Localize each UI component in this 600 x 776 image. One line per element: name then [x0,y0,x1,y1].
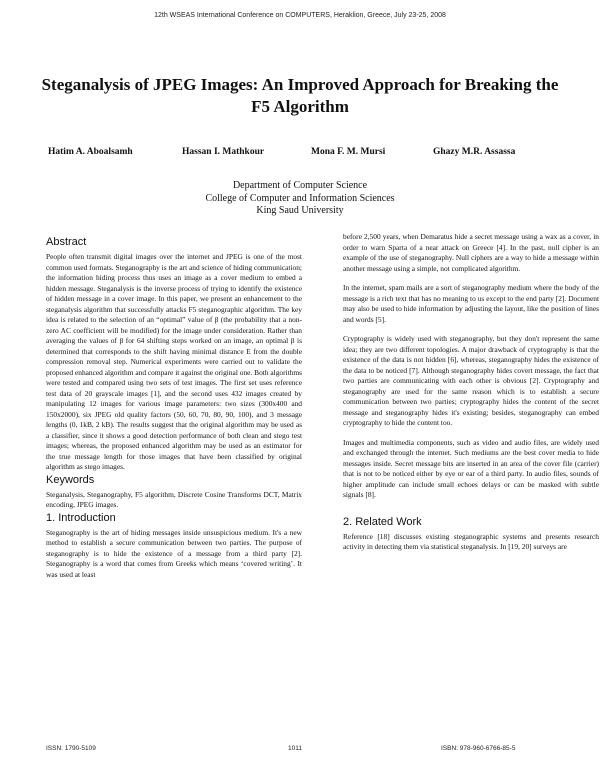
affiliation-university: King Saud University [256,205,344,216]
author-name: Hatim A. Aboalsamh [48,147,133,157]
author-list [48,147,568,161]
footer-page-number: 1011 [288,745,302,752]
keywords-heading: Keywords [46,473,95,486]
author-name: Hassan I. Mathkour [182,147,265,157]
abstract-text: People often transmit digital images over the internet and JPEG is one of the most common used formats. Steganography is the art and science of hiding communication; the information hiding process thus uses an image as a cover medium to embed a hidden message. Steganalysis is the inverse process of trying to identify the existence of hidden message in a cover image. In this paper, we present an enhancement to the steganalysis algorithm that successfully attacks F5 steganographic algorithm. The key idea is related to the selection of an “optimal” value of β (the probability that a non-zero AC coefficient will be modified) for the image under consideration. Rather than averaging the values of β for 64 shifting steps worked on an image, an optimal β is determined that corresponds to the shift having minimal distance E from the double compression removal step. Numerical experiments were carried out to validate the proposed enhanced algorithm and compare it against the original one. Both algorithms were tested and compared using two sets of test images. The first set uses reference test data of 20 grayscale images [1], and the second uses 432 images created by manipulating 12 images for various image parameters: two sizes (300x400 and 150x2000), six JPEG old quality factors (50, 60, 70, 80, 90, 100), and 3 message lengths (0, 1kB, 2 kB). The results suggest that the original algorithm may be used as a classifier, since it shows a good detection performance of both clean and stego test images; whereas, the proposed enhanced algorithm may be used as an estimator for the true message length for those images that have been classified by original algorithm as stego images. [46,252,302,471]
introduction-text: Steganography is the art of hiding messages inside unsuspicious medium. It's a new method to establish a secure communication between two parties. The purpose of steganography is to hide the existence of a message from a third party [2]. Steganography is a word that comes from Greeks which means ‘covered writing’. It was used at least [46,527,302,579]
paper-title: Steganalysis of JPEG Images: An Improved Approach for Breaking the F5 Algorithm [41,75,559,116]
keywords-text: Steganalysis, Steganography, F5 algorithm, Discrete Cosine Transforms DCT, Matrix encoding, JPEG images. [46,489,302,509]
author-name: Mona F. M. Mursi [311,147,386,157]
left-column [46,232,302,580]
author-name: Ghazy M.R. Assassa [433,147,516,157]
footer-issn: ISSN: 1790-5109 [46,745,96,752]
affiliation-department: Department of Computer Science [232,180,368,191]
page-footer [0,745,600,755]
related-work-text: Reference [18] discusses existing steganographic systems and presents research activity in detecting them via statistical steganalysis. In [19, 20] surveys are [343,531,599,551]
abstract-heading: Abstract [46,236,87,248]
right-column [343,232,599,553]
body-paragraph: Cryptography is widely used with steganography, but they don't represent the same idea; they are two different topologies. A major drawback of cryptography is that the existence of the data is not hidden [6], whereas, steganography hides the existence of the data to be noticed [7]. Although steganography hides covert message, the fact that two parties are communicating with each other is obvious [2]. Cryptography and steganography are used for the same reason which is to establish a secure communication between two parties; cryptography hides the content of the secret message and steganography hides it's existing; besides, steganography can embed cryptography to hide the content too. [343,334,599,427]
body-paragraph: before 2,500 years, when Demaratus hide a secret message using a wax as a cover, in order to warn Sparta of a near attack on Greece [4]. In the past, null cipher is an example of the use of steganography. Null ciphers are a way to hide a message within another message using a simple, not complicated algorithm. [343,232,599,273]
affiliation [100,180,500,218]
conference-header: 12th WSEAS International Conference on COMPUTERS, Heraklion, Greece, July 23-25, 2008 [154,12,446,19]
introduction-heading: 1. Introduction [46,511,116,524]
body-paragraph: Images and multimedia components, such as video and audio files, are widely used and exchanged through the internet. Such mediums are the best cover media to hide messages inside. Secret message bits are inserted in an area of the cover file (carrier) that is not to be noticed either by eye or ear of a third party. In audio files, sounds of higher amplitude can include small echoes delays or can be masked with subtle signals [8]. [343,437,599,499]
footer-isbn: ISBN: 978-960-6766-85-5 [441,745,516,752]
related-work-heading: 2. Related Work [343,515,422,528]
body-paragraph: In the internet, spam mails are a sort of steganography medium where the body of the message is a rich text that has no meaning to us except to the end party [2]. Document may also be used to hide information by adjusting the layout, like the position of lines and words [5]. [343,283,599,324]
affiliation-college: College of Computer and Information Sciences [205,192,395,204]
